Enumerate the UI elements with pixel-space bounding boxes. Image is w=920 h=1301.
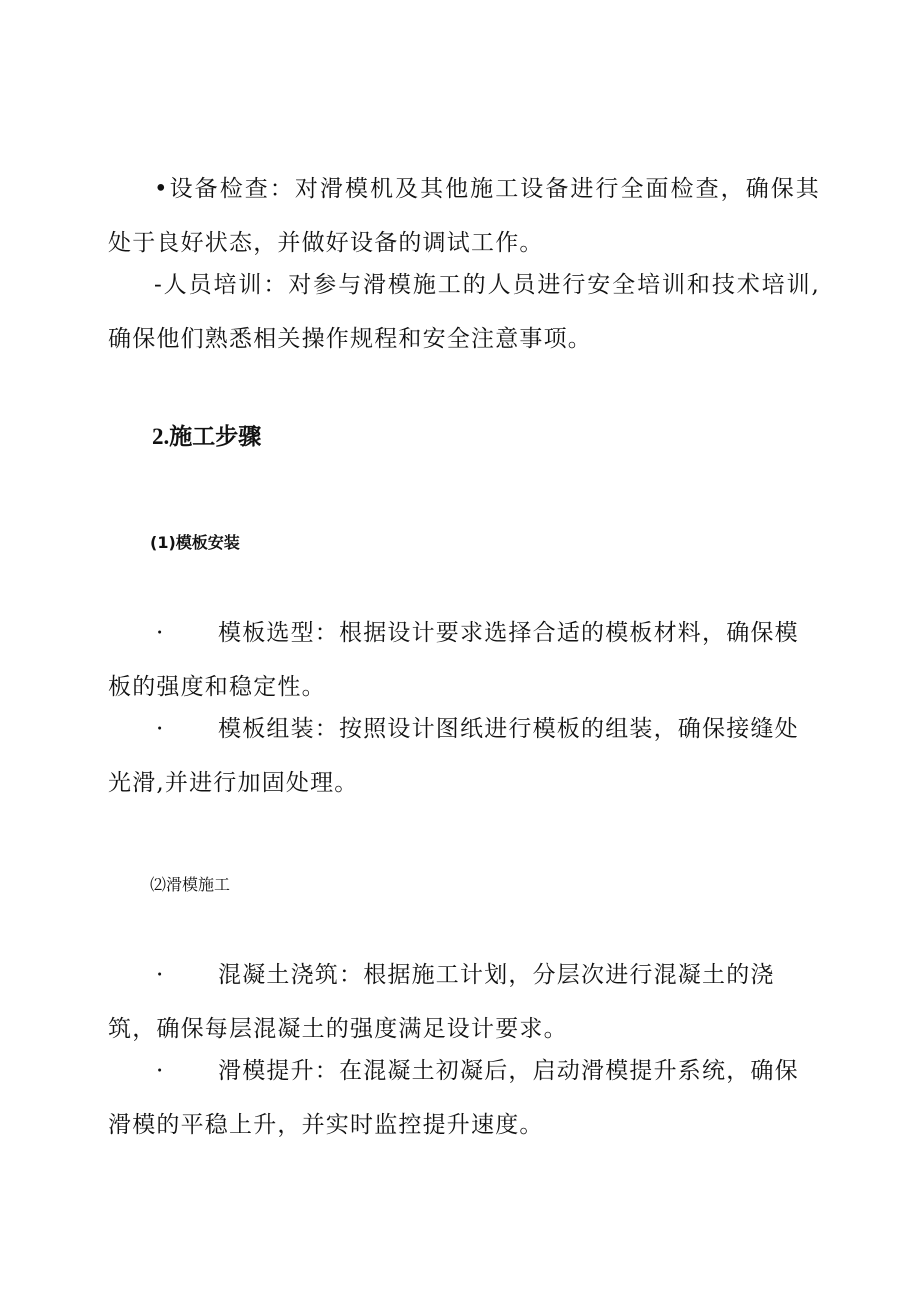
- list-item-text: 滑模提升：在混凝土初凝后，启动滑模提升系统，确保滑模的平稳上升，并实时监控提升速度。: [108, 1058, 799, 1138]
- subheading-slipform-construction: ⑵滑模施工: [150, 875, 231, 894]
- list-item-text: 模板组装：按照设计图纸进行模板的组装，确保接缝处光滑,并进行加固处理。: [108, 716, 799, 796]
- list-item: [108, 948, 820, 1056]
- bullet-marker: ·: [156, 716, 165, 742]
- section-number: 2.: [152, 424, 170, 449]
- bullet-marker: ·: [156, 620, 165, 646]
- equipment-check-paragraph: •设备检查：对滑模机及其他施工设备进行全面检查，确保其处于良好状态，并做好设备的调试工作。: [108, 176, 820, 256]
- list-item-text: 模板选型：根据设计要求选择合适的模板材料，确保模板的强度和稳定性。: [108, 620, 799, 700]
- bullet-marker: ·: [156, 962, 165, 988]
- list-item: [108, 606, 820, 714]
- subheading-formwork-installation: (1)模板安装: [150, 533, 240, 552]
- list-item-text: 混凝土浇筑：根据施工计划，分层次进行混凝土的浇筑，确保每层混凝土的强度满足设计要求。: [108, 962, 775, 1042]
- list-item: [108, 702, 820, 810]
- section-heading-construction-steps: [152, 422, 261, 452]
- bullet-marker: ·: [156, 1058, 165, 1084]
- personnel-training-paragraph: -人员培训：对参与滑模施工的人员进行安全培训和技术培训,确保他们熟悉相关操作规程和安全注意事项。: [108, 272, 820, 352]
- section-title: 施工步骤: [169, 423, 262, 450]
- list-item: [108, 1044, 820, 1152]
